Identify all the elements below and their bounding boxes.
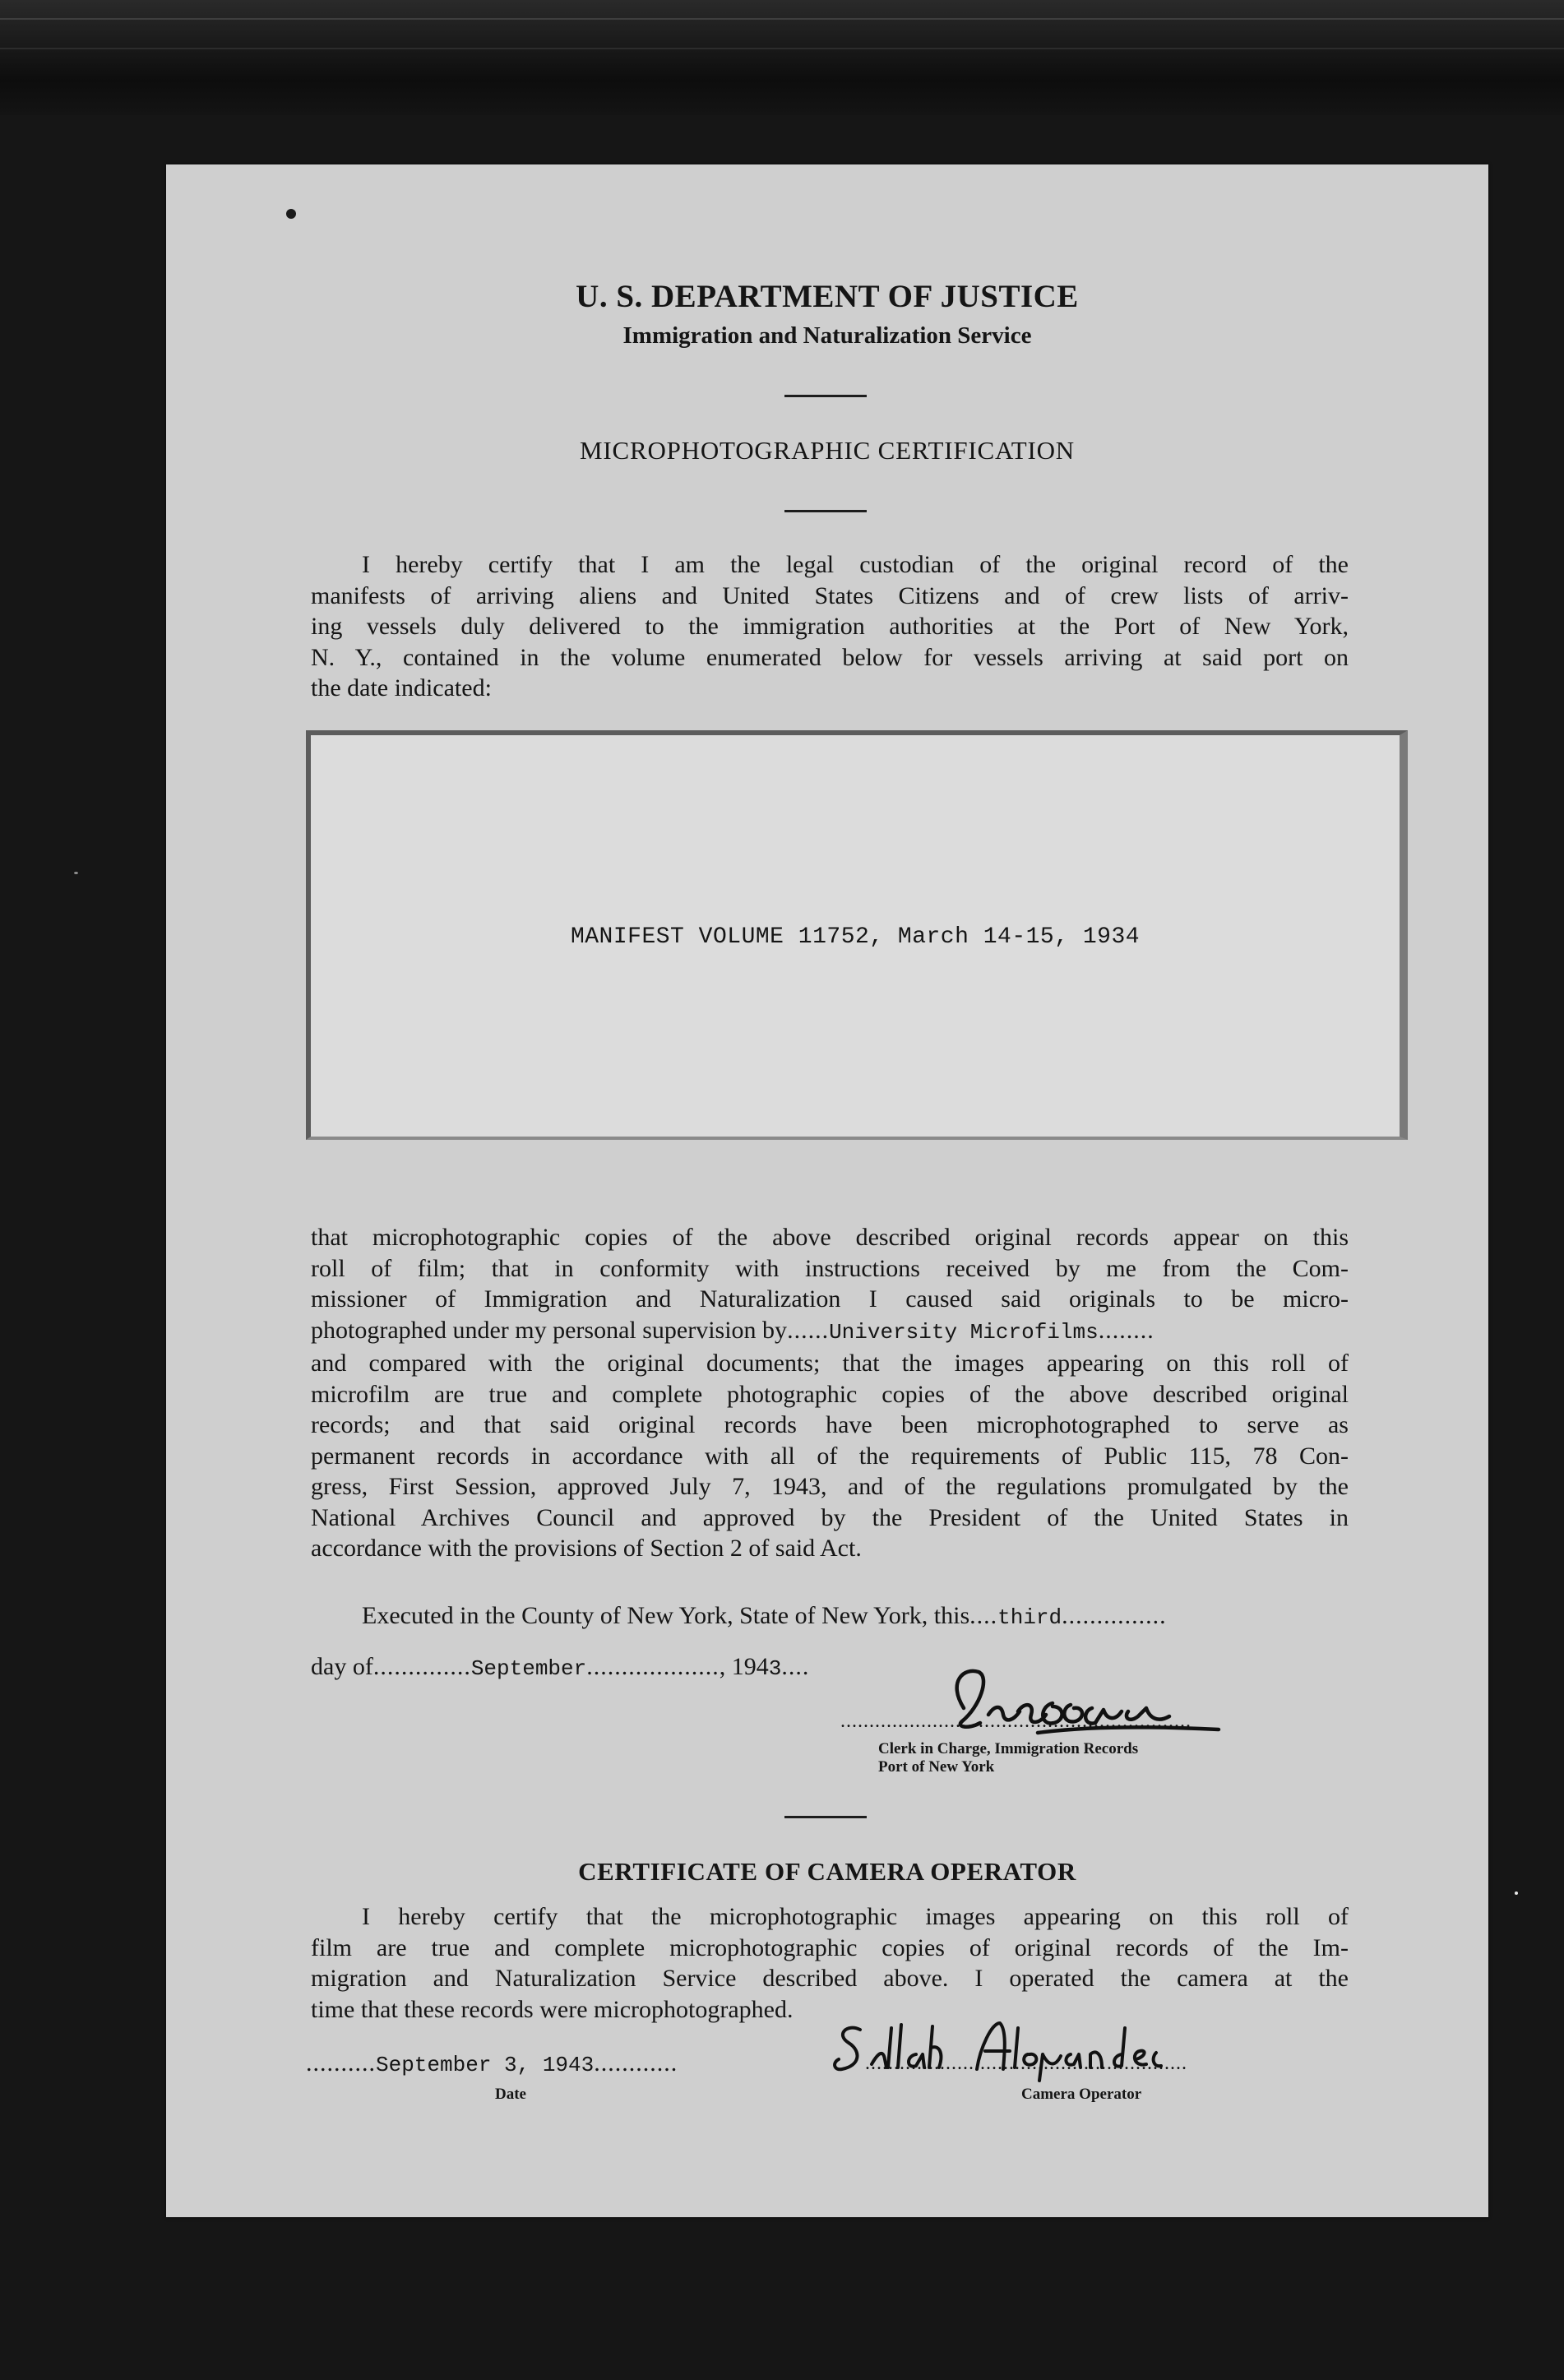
- year-prefix: , 194: [719, 1653, 769, 1680]
- film-dust-speck: [74, 872, 78, 874]
- clerk-signature-image: [931, 1657, 1227, 1748]
- volume-label-card: [306, 730, 1408, 1140]
- volume-label: MANIFEST VOLUME 11752, March 14-15, 1934: [570, 924, 1141, 950]
- text-line: that microphotographic copies of the above described original records appear on this: [311, 1224, 1349, 1251]
- certificate-page: [166, 164, 1488, 2217]
- month-value: September: [470, 1656, 587, 1681]
- text-line: accordance with the provisions of Section 2 of said Act.: [311, 1535, 862, 1562]
- text-line: missioner of Immigration and Naturalization I caused said originals to be micro-: [311, 1285, 1349, 1313]
- clerk-signature-dotted-line: .............................................................: [840, 1711, 1192, 1732]
- camera-certificate-title: CERTIFICATE OF CAMERA OPERATOR: [578, 1857, 1076, 1886]
- divider: [784, 395, 867, 397]
- text-line: National Archives Council and approved by the President of the United States in: [311, 1503, 1349, 1531]
- service-subtitle: Immigration and Naturalization Service: [622, 322, 1032, 349]
- operator-signature-image: [824, 2005, 1169, 2087]
- clerk-caption: [878, 1740, 1138, 1776]
- date-line: day of..............September..................., 1943....: [311, 1653, 810, 1681]
- microfilmer-name: University Microfilms: [829, 1319, 1099, 1345]
- department-title: U. S. DEPARTMENT OF JUSTICE: [576, 279, 1079, 314]
- text-line: roll of film; that in conformity with instructions received by me from the Com-: [311, 1254, 1349, 1282]
- text-line: and compared with the original documents; that the images appearing on this roll of: [311, 1350, 1349, 1377]
- operator-signature-dotted-line: ........................................................: [865, 2053, 1187, 2074]
- divider: [784, 510, 867, 512]
- operator-date-value: September 3, 1943: [376, 2053, 595, 2077]
- operator-date-label: Date: [495, 2086, 526, 2103]
- certification-title: MICROPHOTOGRAPHIC CERTIFICATION: [580, 436, 1075, 465]
- day-of-label: day of: [311, 1653, 373, 1680]
- text-line: time that these records were microphotographed.: [311, 1995, 794, 2023]
- body-paragraph: [311, 1222, 1349, 1564]
- text-line: permanent records in accordance with all of the requirements of Public 115, 78 Con-: [311, 1442, 1349, 1470]
- text-line: I hereby certify that I am the legal custodian of the original record of the: [362, 551, 1349, 578]
- punch-hole: [286, 209, 296, 219]
- executed-line: [311, 1600, 1349, 1634]
- text-line: I hereby certify that the microphotographic images appearing on this roll of: [362, 1903, 1349, 1930]
- clerk-title: Clerk in Charge, Immigration Records: [878, 1740, 1139, 1757]
- text-line: gress, First Session, approved July 7, 1943, and of the regulations promulgated by the: [311, 1473, 1349, 1500]
- text-line: N. Y., contained in the volume enumerated below for vessels arriving at said port on: [311, 643, 1349, 671]
- text-line: ing vessels duly delivered to the immigration authorities at the Port of New York,: [311, 613, 1349, 640]
- year-digit: 3: [768, 1656, 782, 1681]
- film-scratch: [0, 18, 1564, 20]
- text-line: Executed in the County of New York, State of New York, this....third...............: [362, 1602, 1167, 1630]
- executed-text: Executed in the County of New York, State of New York, this: [362, 1602, 970, 1629]
- text-line: film are true and complete microphotographic copies of original records of the Im-: [311, 1933, 1349, 1961]
- text-line: migration and Naturalization Service described above. I operated the camera at the: [311, 1965, 1349, 1992]
- text-line: photographed under my personal supervision by......University Microfilms........: [311, 1316, 1154, 1345]
- divider: [784, 1816, 867, 1818]
- operator-date-line: ..........September 3, 1943............: [306, 2049, 678, 2077]
- camera-operator-label: Camera Operator: [1021, 2086, 1142, 2103]
- text-line: the date indicated:: [311, 674, 492, 701]
- day-value: third: [997, 1605, 1062, 1630]
- clerk-port: Port of New York: [878, 1758, 995, 1776]
- film-scratch: [0, 48, 1564, 49]
- text-line: microfilm are true and complete photographic copies of the above described original: [311, 1380, 1349, 1408]
- intro-paragraph: [311, 549, 1349, 704]
- film-dust-speck: [1515, 1891, 1518, 1895]
- film-strip-top: [0, 0, 1564, 115]
- supervision-text: photographed under my personal supervision by: [311, 1316, 788, 1344]
- text-line: records; and that said original records have been microphotographed to serve as: [311, 1411, 1349, 1438]
- text-line: manifests of arriving aliens and United States Citizens and of crew lists of arriv-: [311, 581, 1349, 609]
